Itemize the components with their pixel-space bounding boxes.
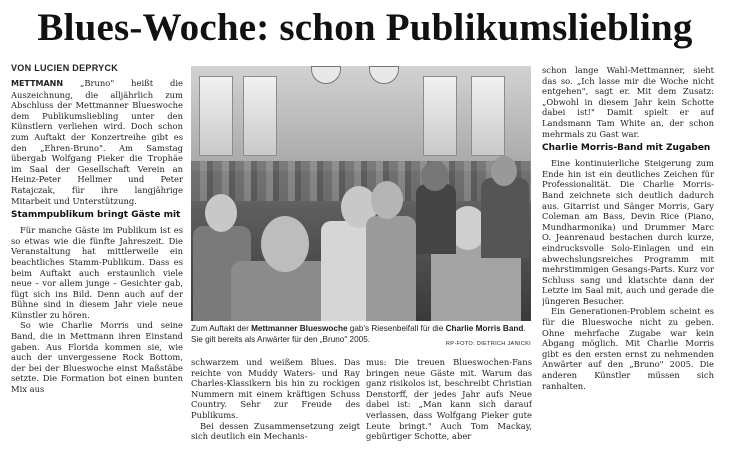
byline: VON LUCIEN DEPRYCK: [11, 63, 119, 73]
photo-window: [423, 76, 457, 156]
photo-window: [199, 76, 233, 156]
paragraph: schwarzem und weißem Blues. Das reichte von Muddy Waters- und Ray Charles-Klassikern bis hin zu rockigen Nummern mit einem kräftigen Schuss Country. Sehr zur Freude des Publikums.: [191, 357, 360, 420]
article-column-2b: [366, 357, 532, 464]
person-head: [205, 194, 237, 232]
caption-bold: Mettmanner Blueswoche: [251, 324, 348, 333]
paragraph: So wie Charlie Morris und seine Band, die in Mettmann ihren Einstand gaben. Aus Florida kommen sie, wie auch der unvergessene Rock Bottom, der bei der Blueswoche einst Maßstäbe setzte. Die Formation bot einen bunten Mix aus: [11, 320, 183, 395]
concert-photo: [191, 66, 531, 321]
article-column-1: [11, 78, 183, 464]
person: [366, 216, 416, 321]
subheading-stammpublikum: Stammpublikum bringt Gäste mit: [11, 210, 181, 221]
subheading-zugaben: Charlie Morris-Band mit Zugaben: [542, 143, 711, 154]
paragraph-intro: [11, 78, 183, 206]
dateline: METTMANN: [11, 79, 64, 88]
photo-credit: RP-FOTO: DIETRICH JANICKI: [445, 340, 531, 347]
photo-window: [243, 76, 277, 156]
caption-text: Zum Auftakt der: [191, 324, 252, 333]
person: [416, 184, 456, 254]
caption-bold: Charlie Morris Band: [445, 324, 524, 333]
person-head: [491, 156, 517, 186]
caption-text: . Sie gilt bereits als Anwärter für den „Bruno" 2005.: [191, 324, 526, 344]
person: [481, 178, 529, 258]
person-head: [261, 216, 309, 272]
caption-text: gab's Riesenbeifall für die: [347, 324, 446, 333]
paragraph: Eine kontinuierliche Steigerung zum Ende hin ist ein deutliches Zeichen für Professionalität. Die Charlie Morris-Band zeichnete sich deutlich dadurch aus. Gitarrist und Sänger Morris, Gary Coleman am Bass, Devin Rice (Piano, Mundharmonika) und Drummer Marc O. Jeanrenaud bestachen durch kurze, eindrucksvolle Solo-Einlagen und ein abwechslungsreiches Programm mit mehrstimmigen Gesangs-Parts. Kurz vor Schluss sang und klatschte dann der Letzte im Saal mit, auch und gerade die jüngeren Besucher.: [542, 158, 714, 306]
person-head: [371, 181, 403, 219]
paragraph: mus: Die treuen Blueswochen-Fans bringen neue Gäste mit. Warum das ganz risikolos ist, beschreibt Christian Denstorff, der jedes Jahr aufs Neue dabei ist: „Man kann sich darauf verlassen, dass Wolfgang Pieker gute Leute bringt." Auch Tom Mackay, gebürtiger Schotte, aber: [366, 357, 532, 442]
person-head: [421, 161, 449, 191]
article-column-3: [542, 65, 714, 464]
paragraph: schon lange Wahl-Mettmanner, sieht das so. „Ich lasse mir die Woche nicht entgehen", sagt er. Mit dem Zusatz: „Obwohl in diesem Jahr kein Schotte dabei ist!" Damit spielt er auf Landsmann Tam White an, der schon mehrmals zu Gast war.: [542, 65, 714, 139]
paragraph: Für manche Gäste im Publikum ist es so etwas wie die fünfte Jahreszeit. Die Veranstaltung hat mittlerweile ein beachtliches Stamm-Publikum. Dass es beim Auftakt auch erstaunlich viele neue – vor allem junge – Gesichter gab, fügt sich ins Bild. Denn auch auf der Bühne sind in diesem Jahr viele neue Künstler zu hören.: [11, 225, 183, 320]
photo-window: [471, 76, 505, 156]
paragraph-intro-text: „Bruno" heißt die Auszeichnung, die alljährlich zum Abschluss der Mettmanner Blueswoche dem Publikumsliebling unter den Künstlern verliehen wird. Doch schon zum Auftakt der Konzertreihe gibt es den „Ehren-Bruno". Am Samstag übergab Wolfgang Pieker die Trophäe im Saal der Gesellschaft Verein an Heinz-Peter Hellmer und Peter Ratajczak, für ihre langjährige Mitarbeit und Unterstützung.: [11, 78, 183, 206]
article-column-2a: [191, 357, 360, 464]
photo-caption: [191, 324, 531, 350]
paragraph: Ein Generationen-Problem scheint es für die Blueswoche nicht zu geben. Ohne mehrfache Zugabe war kein Abgang möglich. Mit Charlie Morris gibt es den ersten ernst zu nehmenden Anwärter auf den „Bruno" 2005. Die anderen Künstler müssen sich ranhalten.: [542, 306, 714, 391]
headline: Blues-Woche: schon Publikumsliebling: [37, 6, 693, 49]
paragraph: Bei dessen Zusammensetzung zeigt sich deutlich ein Mechanis-: [191, 420, 360, 442]
